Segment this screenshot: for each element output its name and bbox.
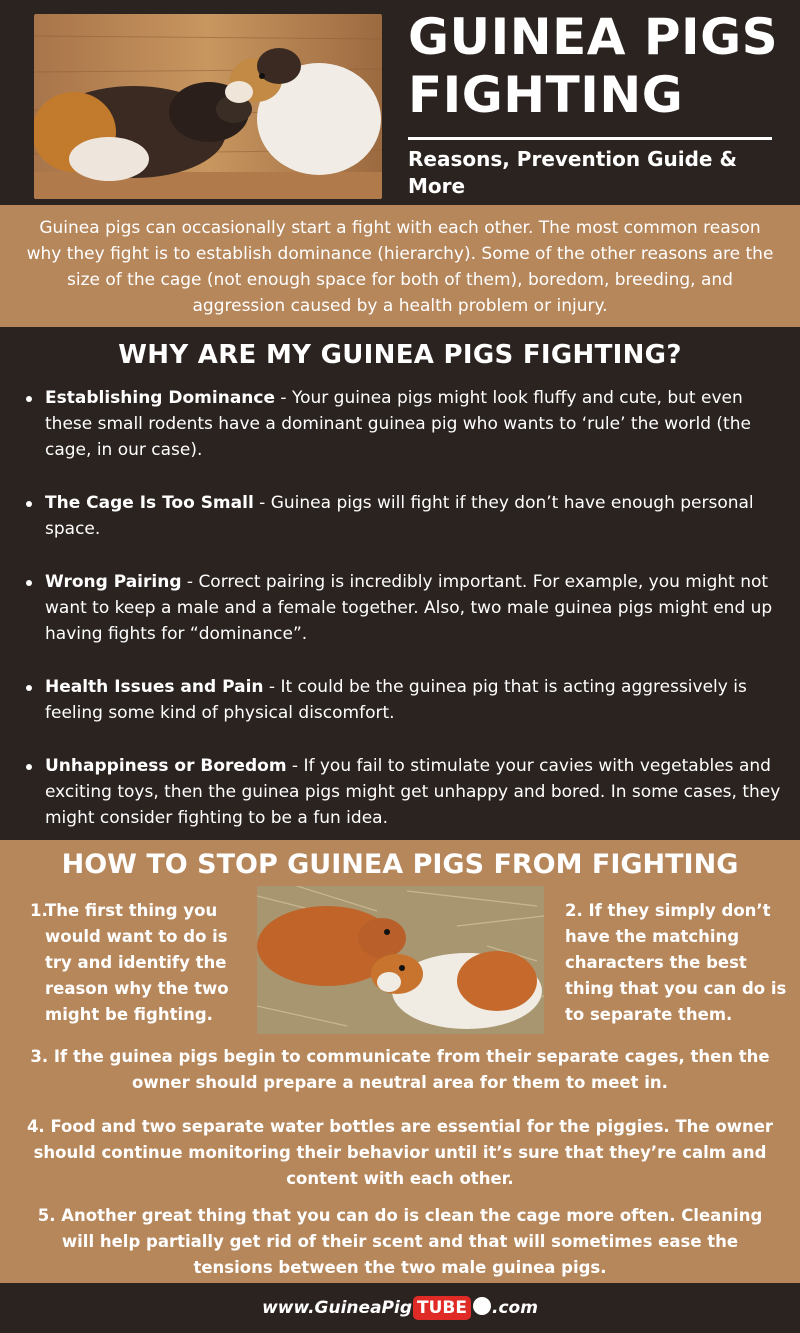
bullet-icon xyxy=(26,396,32,402)
footer xyxy=(0,1283,800,1333)
site-url[interactable] xyxy=(0,1296,800,1320)
page-subtitle xyxy=(408,146,788,200)
intro-text: Guinea pigs can occasionally start a fight with each other. The most common reason why they fight is to establish dominance (hierarchy). Some of the other reasons are the size of the cage (not enough space for both of them), boredom, breeding, and aggression caused by a health problem or injury. xyxy=(26,218,774,316)
url-suffix: .com xyxy=(491,1298,538,1318)
bullet-icon xyxy=(26,580,32,586)
how-heading: HOW TO STOP GUINEA PIGS FROM FIGHTING xyxy=(61,849,739,880)
reason-text: - If you fail to stimulate your cavies with vegetables and exciting toys, then the guinea pigs might get unhappy and bored. In some cases, they might consider fighting to be a fun idea. xyxy=(45,756,781,828)
reasons-list xyxy=(22,385,784,858)
hero-image-guinea-pigs xyxy=(34,14,382,199)
url-prefix: www.GuineaPig xyxy=(262,1298,412,1318)
reason-title: Unhappiness or Boredom xyxy=(45,756,287,776)
subtitle-line-1: Reasons, Prevention Guide & xyxy=(408,147,737,171)
guinea-pigs-hay-image xyxy=(257,886,544,1034)
reason-title: The Cage Is Too Small xyxy=(45,493,254,513)
step-2: 2. If they simply don’t have the matching characters the best thing that you can do is to separate them. xyxy=(565,901,787,1024)
step-4: 4. Food and two separate water bottles are essential for the piggies. The owner should continue monitoring their behavior until it’s sure that they’re calm and content with each other. xyxy=(26,1117,774,1188)
header xyxy=(0,0,800,205)
step-1 xyxy=(30,898,250,1028)
list-item xyxy=(22,753,784,831)
list-item xyxy=(22,385,784,463)
title-divider xyxy=(408,137,772,140)
guinea-pig-logo-icon xyxy=(473,1297,491,1315)
bullet-icon xyxy=(26,685,32,691)
reason-title: Establishing Dominance xyxy=(45,388,276,408)
step-1-text: The first thing you would want to do is try and identify the reason why the two might be fighting. xyxy=(45,901,229,1024)
list-item xyxy=(22,674,784,726)
step-5: 5. Another great thing that you can do is clean the cage more often. Cleaning will help partially get rid of their scent and that will sometimes ease the tensions between the two male guinea pigs. xyxy=(37,1206,763,1277)
reason-title: Wrong Pairing xyxy=(45,572,182,592)
intro-band xyxy=(0,205,800,327)
title-line-1: GUINEA PIGS xyxy=(408,8,779,66)
list-item xyxy=(22,569,784,647)
why-heading: WHY ARE MY GUINEA PIGS FIGHTING? xyxy=(118,340,682,370)
why-section xyxy=(0,327,800,840)
bullet-icon xyxy=(26,764,32,770)
page-title xyxy=(408,8,788,124)
step-3: 3. If the guinea pigs begin to communicate from their separate cages, then the owner should prepare a neutral area for them to meet in. xyxy=(30,1047,770,1092)
how-section xyxy=(0,840,800,1283)
url-tube-badge: TUBE xyxy=(413,1296,471,1320)
reason-title: Health Issues and Pain xyxy=(45,677,264,697)
bullet-icon xyxy=(26,501,32,507)
reason-text: - Your guinea pigs might look fluffy and cute, but even these small rodents have a dominant guinea pig who wants to ‘rule’ the world (the cage, in our case). xyxy=(45,388,751,460)
reason-text: - Correct pairing is incredibly important. For example, you might not want to keep a male and a female together. Also, two male guinea pigs might end up having fights for “dominance”. xyxy=(45,572,773,644)
reason-text: - It could be the guinea pig that is acting aggressively is feeling some kind of physical discomfort. xyxy=(45,677,747,723)
list-item xyxy=(22,490,784,542)
reason-text: - Guinea pigs will fight if they don’t have enough personal space. xyxy=(45,493,754,539)
subtitle-line-2: More xyxy=(408,174,466,198)
step-1-number: 1. xyxy=(30,901,48,920)
title-line-2: FIGHTING xyxy=(408,66,684,124)
